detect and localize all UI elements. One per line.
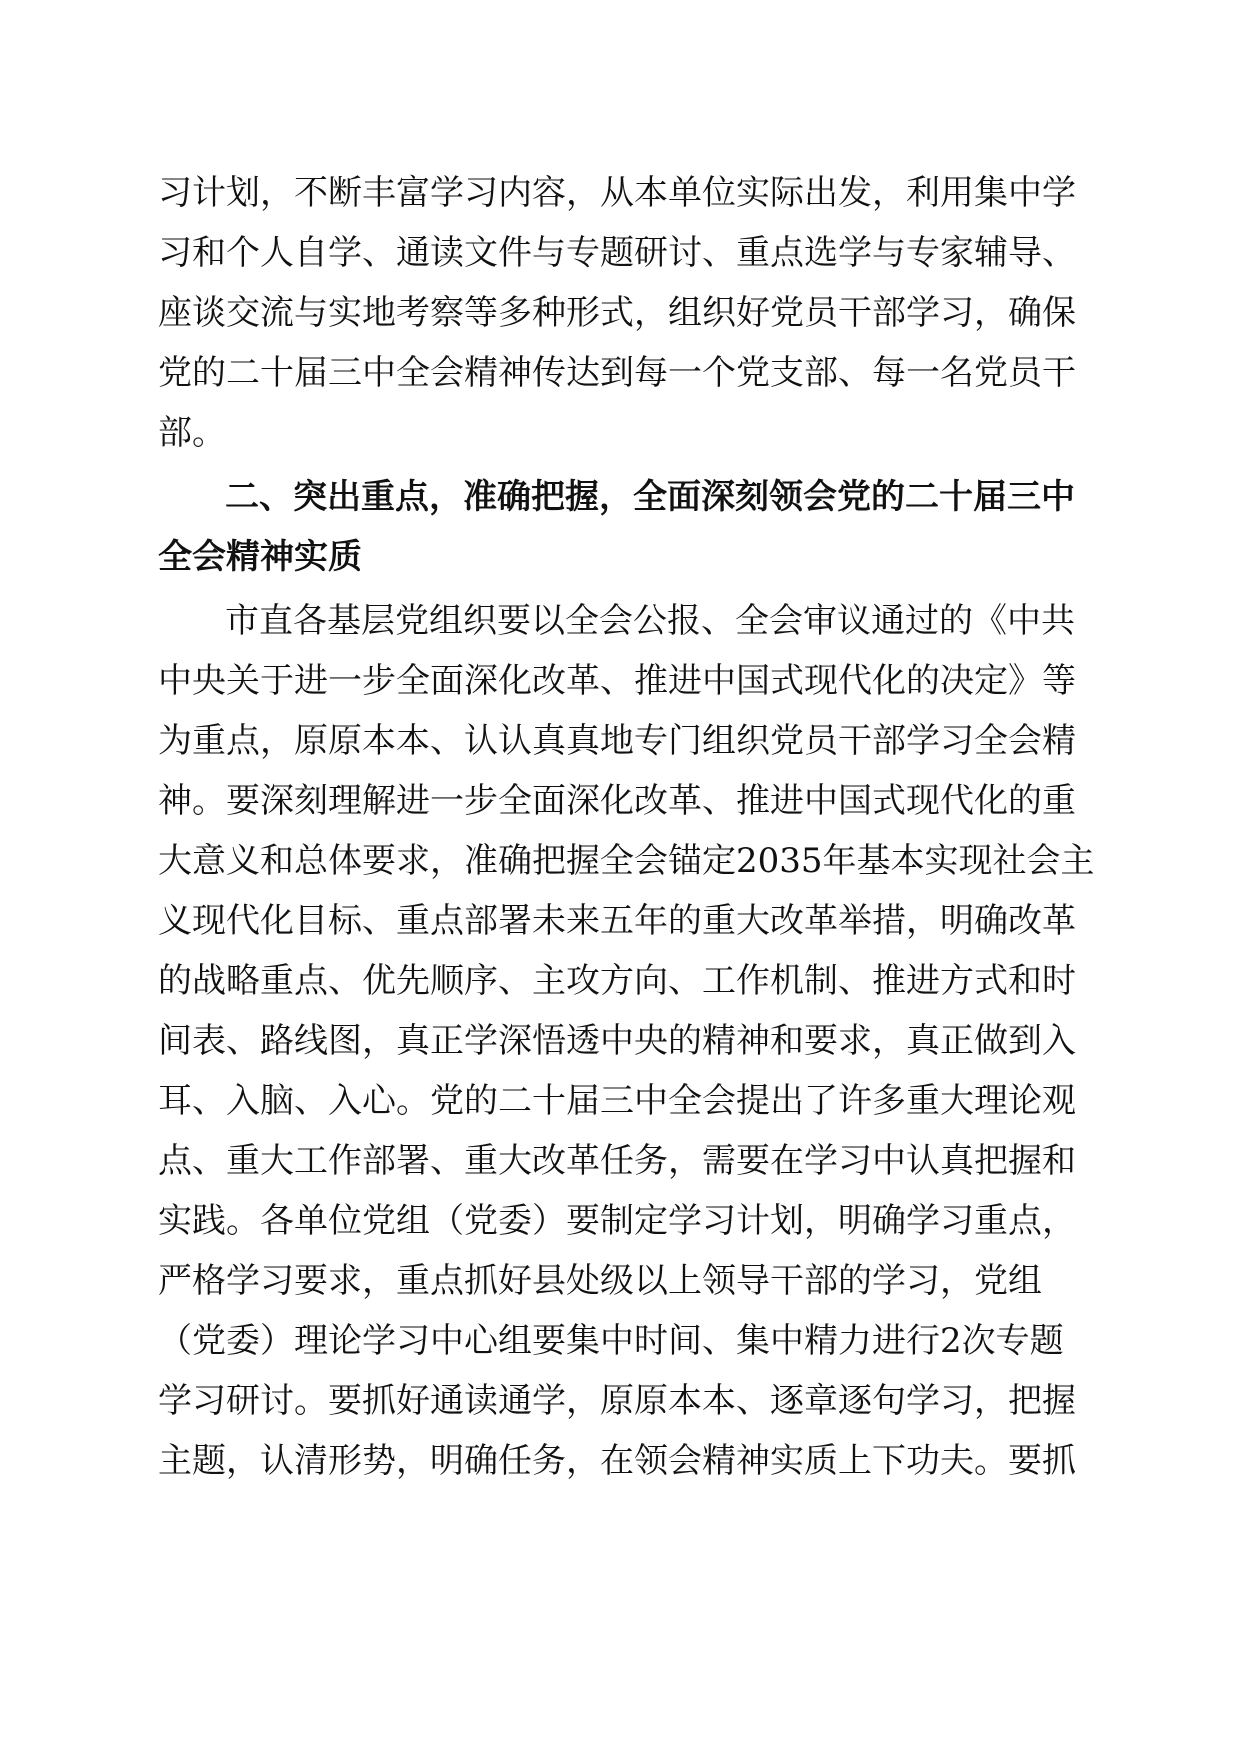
body-text-line: 为重点，原原本本、认认真真地专门组织党员干部学习全会精: [158, 721, 1076, 761]
body-text-line: 习和个人自学、通读文件与专题研讨、重点选学与专家辅导、: [158, 233, 1076, 273]
body-text-line: 部。: [158, 413, 226, 453]
body-text-line: 市直各基层党组织要以全会公报、全会审议通过的《中共: [225, 601, 1075, 641]
section-heading-line: 全会精神实质: [158, 537, 362, 577]
body-text-line: 义现代化目标、重点部署未来五年的重大改革举措，明确改革: [158, 901, 1076, 941]
body-text-line: 的战略重点、优先顺序、主攻方向、工作机制、推进方式和时: [158, 961, 1076, 1001]
body-text-line: 中央关于进一步全面深化改革、推进中国式现代化的决定》等: [158, 661, 1076, 701]
body-text-line: 间表、路线图，真正学深悟透中央的精神和要求，真正做到入: [158, 1021, 1076, 1061]
body-text-line: 大意义和总体要求，准确把握全会锚定2035年基本实现社会主: [158, 841, 1095, 881]
body-text-line: 主题，认清形势，明确任务，在领会精神实质上下功夫。要抓: [158, 1441, 1076, 1481]
body-text-line: 座谈交流与实地考察等多种形式，组织好党员干部学习，确保: [158, 293, 1076, 333]
body-text-line: 实践。各单位党组（党委）要制定学习计划，明确学习重点，: [158, 1201, 1076, 1241]
body-text-line: 党的二十届三中全会精神传达到每一个党支部、每一名党员干: [158, 353, 1076, 393]
body-text-line: 耳、入脑、入心。党的二十届三中全会提出了许多重大理论观: [158, 1081, 1076, 1121]
body-text-line: （党委）理论学习中心组要集中时间、集中精力进行2次专题: [158, 1321, 1064, 1361]
body-text-line: 学习研讨。要抓好通读通学，原原本本、逐章逐句学习，把握: [158, 1381, 1076, 1421]
body-text-line: 点、重大工作部署、重大改革任务，需要在学习中认真把握和: [158, 1141, 1076, 1181]
section-heading-line: 二、突出重点，准确把握，全面深刻领会党的二十届三中: [225, 477, 1075, 517]
body-text-line: 习计划，不断丰富学习内容，从本单位实际出发，利用集中学: [158, 173, 1076, 213]
body-text-line: 神。要深刻理解进一步全面深化改革、推进中国式现代化的重: [158, 781, 1076, 821]
body-text-line: 严格学习要求，重点抓好县处级以上领导干部的学习，党组: [158, 1261, 1042, 1301]
